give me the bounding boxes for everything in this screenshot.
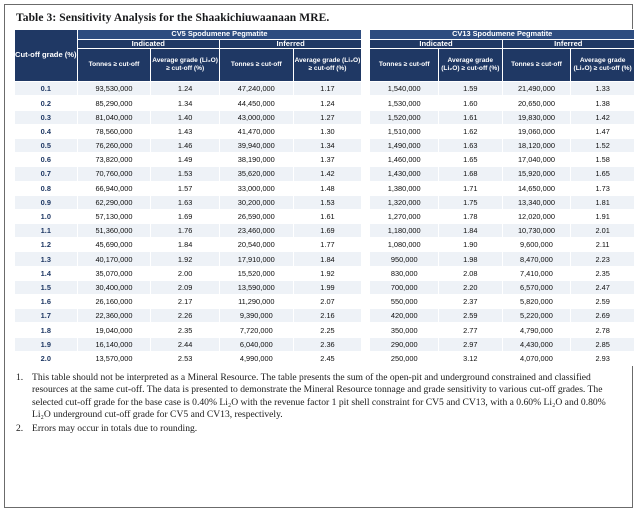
cell-cv5-inferred-grade: 1.17: [293, 82, 362, 96]
cell-cv13-indicated-tonnes: 1,180,000: [370, 224, 439, 238]
cell-cv5-inferred-tonnes: 47,240,000: [219, 82, 293, 96]
column-gap: [362, 323, 370, 337]
cell-cv13-inferred-grade: 2.47: [571, 280, 635, 294]
cell-cv5-indicated-grade: 1.46: [151, 138, 220, 152]
table-row: [15, 295, 635, 309]
column-gap: [362, 153, 370, 167]
cell-cv5-inferred-tonnes: 20,540,000: [219, 238, 293, 252]
column-gap: [362, 110, 370, 124]
cell-cv5-indicated-tonnes: 78,560,000: [77, 124, 151, 138]
cell-cv13-inferred-tonnes: 19,060,000: [502, 124, 571, 138]
cell-cv5-indicated-tonnes: 51,360,000: [77, 224, 151, 238]
cell-cv5-indicated-tonnes: 13,570,000: [77, 351, 151, 365]
cell-cv5-indicated-grade: 1.69: [151, 209, 220, 223]
cell-cv5-indicated-tonnes: 70,760,000: [77, 167, 151, 181]
cell-cv13-inferred-tonnes: 8,470,000: [502, 252, 571, 266]
cell-cv5-indicated-tonnes: 76,260,000: [77, 138, 151, 152]
table-row: [15, 323, 635, 337]
cell-cutoff-grade: 0.5: [15, 138, 78, 152]
cell-cv5-indicated-tonnes: 57,130,000: [77, 209, 151, 223]
cell-cv5-indicated-tonnes: 93,530,000: [77, 82, 151, 96]
cell-cv13-indicated-tonnes: 1,520,000: [370, 110, 439, 124]
cell-cv13-indicated-grade: 2.08: [439, 266, 503, 280]
cell-cv13-indicated-grade: 1.60: [439, 96, 503, 110]
cell-cv5-indicated-grade: 2.53: [151, 351, 220, 365]
cell-cv5-inferred-grade: 1.61: [293, 209, 362, 223]
cell-cv5-inferred-tonnes: 41,470,000: [219, 124, 293, 138]
column-gap: [362, 309, 370, 323]
cell-cutoff-grade: 0.1: [15, 82, 78, 96]
cell-cv13-inferred-grade: 1.47: [571, 124, 635, 138]
cell-cv5-inferred-tonnes: 11,290,000: [219, 295, 293, 309]
cell-cv13-inferred-tonnes: 13,340,000: [502, 195, 571, 209]
cell-cv13-indicated-tonnes: 1,460,000: [370, 153, 439, 167]
cell-cv5-indicated-tonnes: 85,290,000: [77, 96, 151, 110]
cell-cv13-indicated-tonnes: 1,320,000: [370, 195, 439, 209]
column-gap: [362, 96, 370, 110]
cell-cv5-inferred-grade: 2.16: [293, 309, 362, 323]
cell-cv5-inferred-grade: 1.24: [293, 96, 362, 110]
table-row: [15, 351, 635, 365]
cell-cv13-inferred-grade: 2.11: [571, 238, 635, 252]
cell-cv5-indicated-grade: 1.57: [151, 181, 220, 195]
cell-cv13-inferred-tonnes: 4,070,000: [502, 351, 571, 365]
cell-cutoff-grade: 1.0: [15, 209, 78, 223]
cell-cv5-indicated-tonnes: 62,290,000: [77, 195, 151, 209]
table-row: [15, 167, 635, 181]
cell-cv5-inferred-tonnes: 17,910,000: [219, 252, 293, 266]
cell-cv13-indicated-grade: 1.63: [439, 138, 503, 152]
column-gap: [362, 82, 370, 96]
cell-cv5-inferred-tonnes: 38,190,000: [219, 153, 293, 167]
cell-cv13-indicated-tonnes: 1,530,000: [370, 96, 439, 110]
cell-cv5-indicated-grade: 1.76: [151, 224, 220, 238]
cell-cv5-inferred-tonnes: 13,590,000: [219, 280, 293, 294]
cell-cv13-inferred-grade: 2.01: [571, 224, 635, 238]
cell-cv13-inferred-tonnes: 9,600,000: [502, 238, 571, 252]
cell-cv13-indicated-grade: 2.77: [439, 323, 503, 337]
column-gap: [362, 167, 370, 181]
cell-cv13-inferred-tonnes: 5,820,000: [502, 295, 571, 309]
cell-cv5-indicated-tonnes: 35,070,000: [77, 266, 151, 280]
column-gap: [362, 138, 370, 152]
cell-cv13-inferred-grade: 1.52: [571, 138, 635, 152]
cell-cv13-inferred-tonnes: 20,650,000: [502, 96, 571, 110]
column-gap: [362, 280, 370, 294]
table-row: [15, 238, 635, 252]
table-row: [15, 266, 635, 280]
column-gap: [362, 266, 370, 280]
cell-cv5-indicated-grade: 1.43: [151, 124, 220, 138]
cell-cv5-indicated-grade: 1.34: [151, 96, 220, 110]
column-gap: [362, 295, 370, 309]
cell-cv5-indicated-grade: 1.53: [151, 167, 220, 181]
cell-cutoff-grade: 1.6: [15, 295, 78, 309]
cell-cv5-inferred-grade: 1.34: [293, 138, 362, 152]
cell-cv5-inferred-grade: 1.42: [293, 167, 362, 181]
cell-cutoff-grade: 1.4: [15, 266, 78, 280]
cell-cv13-indicated-grade: 1.65: [439, 153, 503, 167]
table-body: [15, 82, 635, 366]
cell-cv5-inferred-tonnes: 7,720,000: [219, 323, 293, 337]
cell-cv5-inferred-tonnes: 15,520,000: [219, 266, 293, 280]
cell-cv13-indicated-tonnes: 1,490,000: [370, 138, 439, 152]
cell-cv5-inferred-grade: 1.99: [293, 280, 362, 294]
cell-cv5-indicated-grade: 2.26: [151, 309, 220, 323]
cell-cutoff-grade: 0.2: [15, 96, 78, 110]
category-header-cv5-inferred: Inferred: [219, 39, 361, 49]
cell-cv5-inferred-grade: 2.36: [293, 337, 362, 351]
note-number: 1.: [16, 371, 24, 383]
subheader-cv13-inferred-grade: Average grade (Li₂O) ≥ cut-off (%): [571, 49, 635, 82]
cell-cv13-inferred-grade: 2.85: [571, 337, 635, 351]
subheader-cv5-inferred-tonnes: Tonnes ≥ cut-off: [219, 49, 293, 82]
cell-cv13-inferred-tonnes: 5,220,000: [502, 309, 571, 323]
table-header-subheader-row: [15, 49, 635, 82]
cell-cv5-indicated-tonnes: 16,140,000: [77, 337, 151, 351]
cell-cutoff-grade: 0.4: [15, 124, 78, 138]
column-gap: [362, 124, 370, 138]
cell-cutoff-grade: 1.7: [15, 309, 78, 323]
cell-cv13-inferred-tonnes: 15,920,000: [502, 167, 571, 181]
cell-cv13-indicated-tonnes: 290,000: [370, 337, 439, 351]
cell-cv5-inferred-grade: 1.30: [293, 124, 362, 138]
cell-cutoff-grade: 2.0: [15, 351, 78, 365]
table-row: [15, 82, 635, 96]
cell-cv5-inferred-tonnes: 30,200,000: [219, 195, 293, 209]
cell-cv5-indicated-grade: 1.49: [151, 153, 220, 167]
cell-cv13-inferred-grade: 1.58: [571, 153, 635, 167]
cell-cv5-inferred-grade: 1.48: [293, 181, 362, 195]
cell-cv5-indicated-grade: 2.44: [151, 337, 220, 351]
cell-cv5-inferred-grade: 1.37: [293, 153, 362, 167]
cell-cv5-inferred-grade: 1.27: [293, 110, 362, 124]
column-gap: [362, 224, 370, 238]
cell-cv13-indicated-tonnes: 550,000: [370, 295, 439, 309]
sensitivity-table: [14, 29, 635, 366]
note-number: 2.: [16, 423, 24, 435]
note-text: This table should not be interpreted as a Mineral Resource. The table presents the sum of the open-pit and underground constrained and classified resources at the same cut-off. The data is presented to demonstrate the Mineral Resource tonnage and grade sensitivity to various cut-off grades. The selected cut-off grade for the base case is 0.40% Li₂O with the revenue factor 1 pit shell constraint for CV5 and CV13, with a 0.60% Li₂O and 0.80% Li₂O underground cut-off grade for CV5 and CV13, respectively.: [32, 371, 606, 420]
cell-cv5-indicated-grade: 2.00: [151, 266, 220, 280]
cell-cv13-inferred-grade: 1.65: [571, 167, 635, 181]
cell-cutoff-grade: 0.6: [15, 153, 78, 167]
cell-cv5-indicated-tonnes: 40,170,000: [77, 252, 151, 266]
subheader-cv13-indicated-tonnes: Tonnes ≥ cut-off: [370, 49, 439, 82]
subheader-cv5-indicated-grade: Average grade (Li₂O) ≥ cut-off (%): [151, 49, 220, 82]
cell-cv13-indicated-grade: 1.90: [439, 238, 503, 252]
cell-cv5-indicated-grade: 2.35: [151, 323, 220, 337]
table-row: [15, 224, 635, 238]
cell-cutoff-grade: 1.8: [15, 323, 78, 337]
table-row: [15, 124, 635, 138]
column-gap: [362, 49, 370, 82]
cell-cv5-inferred-tonnes: 4,990,000: [219, 351, 293, 365]
cell-cv5-indicated-tonnes: 81,040,000: [77, 110, 151, 124]
cell-cv13-inferred-tonnes: 18,120,000: [502, 138, 571, 152]
column-gap: [362, 337, 370, 351]
cell-cv5-inferred-grade: 1.53: [293, 195, 362, 209]
column-gap: [362, 39, 370, 49]
table-row: [15, 209, 635, 223]
table-row: [15, 337, 635, 351]
cell-cv13-indicated-grade: 2.37: [439, 295, 503, 309]
cell-cv13-indicated-tonnes: 1,430,000: [370, 167, 439, 181]
cutoff-grade-header-label: Cut-off grade (%): [15, 50, 77, 60]
cell-cv13-indicated-grade: 2.20: [439, 280, 503, 294]
deposit-header-cv13: CV13 Spodumene Pegmatite: [370, 30, 635, 40]
table-header-category-row: [15, 39, 635, 49]
cell-cv13-indicated-tonnes: 1,540,000: [370, 82, 439, 96]
cell-cv13-inferred-grade: 1.73: [571, 181, 635, 195]
table-header-deposit-row: [15, 30, 635, 40]
cell-cv13-inferred-grade: 2.93: [571, 351, 635, 365]
cell-cutoff-grade: 0.3: [15, 110, 78, 124]
subheader-cv13-inferred-tonnes: Tonnes ≥ cut-off: [502, 49, 571, 82]
cell-cv13-indicated-grade: 1.61: [439, 110, 503, 124]
cell-cv13-indicated-tonnes: 1,080,000: [370, 238, 439, 252]
cell-cv5-inferred-tonnes: 44,450,000: [219, 96, 293, 110]
cell-cv5-inferred-grade: 2.25: [293, 323, 362, 337]
cell-cv5-indicated-tonnes: 30,400,000: [77, 280, 151, 294]
table-row: [15, 280, 635, 294]
cell-cutoff-grade: 1.1: [15, 224, 78, 238]
cell-cv13-indicated-grade: 3.12: [439, 351, 503, 365]
cell-cv5-inferred-tonnes: 23,460,000: [219, 224, 293, 238]
cell-cv13-indicated-grade: 2.97: [439, 337, 503, 351]
cell-cv5-inferred-tonnes: 9,390,000: [219, 309, 293, 323]
note-item: [14, 372, 623, 421]
cell-cv13-inferred-tonnes: 12,020,000: [502, 209, 571, 223]
cell-cv5-indicated-grade: 2.17: [151, 295, 220, 309]
cell-cv13-inferred-tonnes: 21,490,000: [502, 82, 571, 96]
cell-cv5-indicated-tonnes: 66,940,000: [77, 181, 151, 195]
table-row: [15, 138, 635, 152]
table-row: [15, 96, 635, 110]
cell-cv5-indicated-tonnes: 73,820,000: [77, 153, 151, 167]
cell-cv5-inferred-tonnes: 6,040,000: [219, 337, 293, 351]
table-row: [15, 153, 635, 167]
cell-cv5-inferred-tonnes: 33,000,000: [219, 181, 293, 195]
column-gap: [362, 30, 370, 40]
category-header-cv13-indicated: Indicated: [370, 39, 502, 49]
cell-cv13-inferred-grade: 1.33: [571, 82, 635, 96]
cell-cv13-indicated-grade: 2.59: [439, 309, 503, 323]
category-header-cv5-indicated: Indicated: [77, 39, 219, 49]
cell-cv5-indicated-grade: 1.40: [151, 110, 220, 124]
table-notes: [14, 372, 623, 435]
category-header-cv13-inferred: Inferred: [502, 39, 634, 49]
cell-cv13-inferred-tonnes: 4,430,000: [502, 337, 571, 351]
cell-cv5-inferred-tonnes: 26,590,000: [219, 209, 293, 223]
cell-cv5-indicated-tonnes: 26,160,000: [77, 295, 151, 309]
cell-cutoff-grade: 0.8: [15, 181, 78, 195]
cell-cv13-inferred-grade: 1.81: [571, 195, 635, 209]
cell-cv5-inferred-grade: 1.77: [293, 238, 362, 252]
table-row: [15, 195, 635, 209]
cell-cv13-inferred-grade: 1.91: [571, 209, 635, 223]
cell-cv13-indicated-tonnes: 250,000: [370, 351, 439, 365]
cell-cv5-inferred-grade: 1.84: [293, 252, 362, 266]
subheader-cv13-indicated-grade: Average grade (Li₂O) ≥ cut-off (%): [439, 49, 503, 82]
cell-cv13-inferred-grade: 1.42: [571, 110, 635, 124]
cell-cv5-inferred-tonnes: 43,000,000: [219, 110, 293, 124]
cell-cv5-indicated-tonnes: 19,040,000: [77, 323, 151, 337]
column-gap: [362, 351, 370, 365]
table-row: [15, 252, 635, 266]
cell-cv5-inferred-grade: 1.92: [293, 266, 362, 280]
cell-cv13-indicated-grade: 1.75: [439, 195, 503, 209]
cell-cv5-indicated-tonnes: 22,360,000: [77, 309, 151, 323]
cell-cv13-indicated-grade: 1.78: [439, 209, 503, 223]
cell-cv5-inferred-tonnes: 39,940,000: [219, 138, 293, 152]
cell-cv13-inferred-tonnes: 7,410,000: [502, 266, 571, 280]
cell-cutoff-grade: 1.9: [15, 337, 78, 351]
cell-cv13-indicated-tonnes: 350,000: [370, 323, 439, 337]
column-gap: [362, 195, 370, 209]
column-gap: [362, 209, 370, 223]
cell-cv13-indicated-tonnes: 420,000: [370, 309, 439, 323]
cell-cv13-inferred-tonnes: 14,650,000: [502, 181, 571, 195]
cell-cv13-indicated-tonnes: 1,380,000: [370, 181, 439, 195]
cell-cv13-indicated-grade: 1.71: [439, 181, 503, 195]
cell-cv13-inferred-tonnes: 6,570,000: [502, 280, 571, 294]
cell-cv5-indicated-grade: 1.63: [151, 195, 220, 209]
note-text: Errors may occur in totals due to rounding.: [32, 423, 198, 435]
subheader-cv5-inferred-grade: Average grade (Li₂O) ≥ cut-off (%): [293, 49, 362, 82]
cell-cv13-inferred-grade: 2.59: [571, 295, 635, 309]
cell-cv13-indicated-grade: 1.84: [439, 224, 503, 238]
cell-cv13-indicated-grade: 1.59: [439, 82, 503, 96]
cell-cutoff-grade: 0.9: [15, 195, 78, 209]
table-row: [15, 309, 635, 323]
cell-cv5-inferred-grade: 1.69: [293, 224, 362, 238]
cell-cv13-indicated-tonnes: 1,510,000: [370, 124, 439, 138]
column-gap: [362, 181, 370, 195]
cell-cv13-indicated-grade: 1.98: [439, 252, 503, 266]
cell-cv13-indicated-tonnes: 700,000: [370, 280, 439, 294]
cell-cv13-inferred-tonnes: 4,790,000: [502, 323, 571, 337]
table-row: [15, 110, 635, 124]
cell-cv13-inferred-tonnes: 17,040,000: [502, 153, 571, 167]
table-caption: Table 3: Sensitivity Analysis for the Shaakichiuwaanaan MRE.: [16, 12, 330, 24]
cell-cv5-indicated-tonnes: 45,690,000: [77, 238, 151, 252]
cell-cv13-inferred-grade: 2.69: [571, 309, 635, 323]
cell-cv13-indicated-grade: 1.68: [439, 167, 503, 181]
cell-cv5-inferred-grade: 2.07: [293, 295, 362, 309]
cell-cv13-inferred-tonnes: 10,730,000: [502, 224, 571, 238]
cell-cutoff-grade: 0.7: [15, 167, 78, 181]
cell-cv13-inferred-grade: 2.78: [571, 323, 635, 337]
cell-cv5-indicated-grade: 1.92: [151, 252, 220, 266]
cutoff-grade-header: [15, 30, 78, 82]
cell-cv13-inferred-grade: 2.23: [571, 252, 635, 266]
note-item: [14, 423, 623, 435]
deposit-header-cv5: CV5 Spodumene Pegmatite: [77, 30, 362, 40]
column-gap: [362, 252, 370, 266]
cell-cv13-indicated-tonnes: 830,000: [370, 266, 439, 280]
cell-cv13-inferred-tonnes: 19,830,000: [502, 110, 571, 124]
column-gap: [362, 238, 370, 252]
cell-cv13-inferred-grade: 2.35: [571, 266, 635, 280]
cell-cutoff-grade: 1.2: [15, 238, 78, 252]
cell-cv13-indicated-tonnes: 950,000: [370, 252, 439, 266]
cell-cutoff-grade: 1.3: [15, 252, 78, 266]
cell-cv5-indicated-grade: 2.09: [151, 280, 220, 294]
cell-cv5-inferred-grade: 2.45: [293, 351, 362, 365]
cell-cutoff-grade: 1.5: [15, 280, 78, 294]
cell-cv13-indicated-grade: 1.62: [439, 124, 503, 138]
cell-cv13-indicated-tonnes: 1,270,000: [370, 209, 439, 223]
cell-cv5-indicated-grade: 1.84: [151, 238, 220, 252]
table-row: [15, 181, 635, 195]
cell-cv13-inferred-grade: 1.38: [571, 96, 635, 110]
subheader-cv5-indicated-tonnes: Tonnes ≥ cut-off: [77, 49, 151, 82]
cell-cv5-inferred-tonnes: 35,620,000: [219, 167, 293, 181]
cell-cv5-indicated-grade: 1.24: [151, 82, 220, 96]
